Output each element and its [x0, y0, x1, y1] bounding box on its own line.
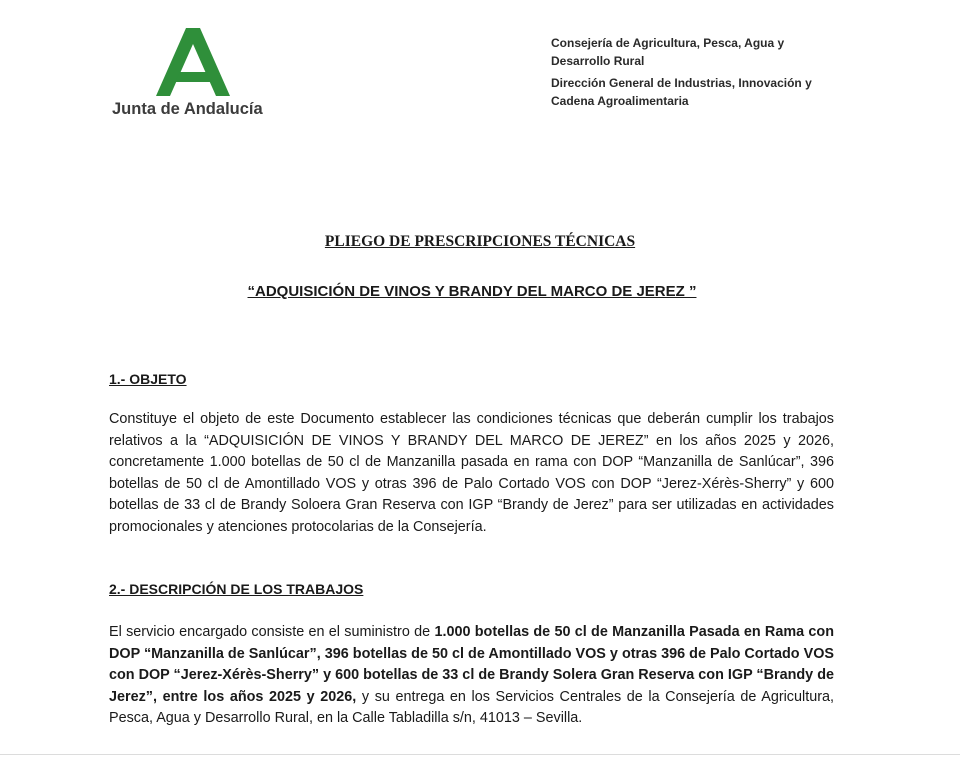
- section-body-descripcion: [109, 622, 834, 730]
- header-departments: [551, 34, 841, 114]
- junta-de-andalucia-logo: [108, 28, 278, 123]
- body-bold-items: 1.000 botellas de 50 cl de Manzanilla Pasada en Rama con DOP “Manzanilla de Sanlúcar”, 396 botellas de 50 cl de Amontillado VOS y otras 396 de Palo Cortado VOS con DOP “Jerez-Xérès-Sherry” y 600 botellas de 33 cl de Brandy Solera Gran Reserva con IGP “Brandy de Jerez”, entre los años 2025 y 2026,: [109, 624, 834, 705]
- document-title: PLIEGO DE PRESCRIPCIONES TÉCNICAS: [324, 233, 636, 250]
- andalucia-a-icon: [156, 28, 230, 96]
- department-name: Consejería de Agricultura, Pesca, Agua y Desarrollo Rural: [551, 36, 785, 68]
- document-subtitle: “ADQUISICIÓN DE VINOS Y BRANDY DEL MARCO DE JEREZ ”: [247, 283, 697, 300]
- body-intro: El servicio encargado consiste en el suministro de: [109, 624, 435, 640]
- section-heading-objeto: 1.- OBJETO: [109, 371, 187, 387]
- body-end: y su entrega en los Servicios Centrales de la Consejería de Agricultura, Pesca, Agua y Desarrollo Rural, en la Calle Tabladilla s/n, 41013 – Sevilla.: [109, 688, 834, 726]
- directorate-name: Dirección General de Industrias, Innovación y Cadena Agroalimentaria: [551, 76, 812, 108]
- page-divider: [0, 754, 960, 755]
- section-heading-descripcion: 2.- DESCRIPCIÓN DE LOS TRABAJOS: [109, 581, 364, 597]
- section-body-objeto: Constituye el objeto de este Documento establecer las condiciones técnicas que deberán cumplir los trabajos relativos a la “ADQUISICIÓN DE VINOS Y BRANDY DEL MARCO DE JEREZ” en los años 2025 y 2026, concretamente 1.000 botellas de 50 cl de Manzanilla pasada en rama con DOP “Manzanilla de Sanlúcar”, 396 botellas de 50 cl de Amontillado VOS y otras 396 de Palo Cortado VOS con DOP “Jerez-Xérès-Sherry” y 600 botellas de 33 cl de Brandy Soloera Gran Reserva con IGP “Brandy de Jerez” para ser utilizadas en actividades promocionales y atenciones protocolarias de la Consejería.: [109, 411, 834, 535]
- logo-text: Junta de Andalucía: [112, 100, 263, 118]
